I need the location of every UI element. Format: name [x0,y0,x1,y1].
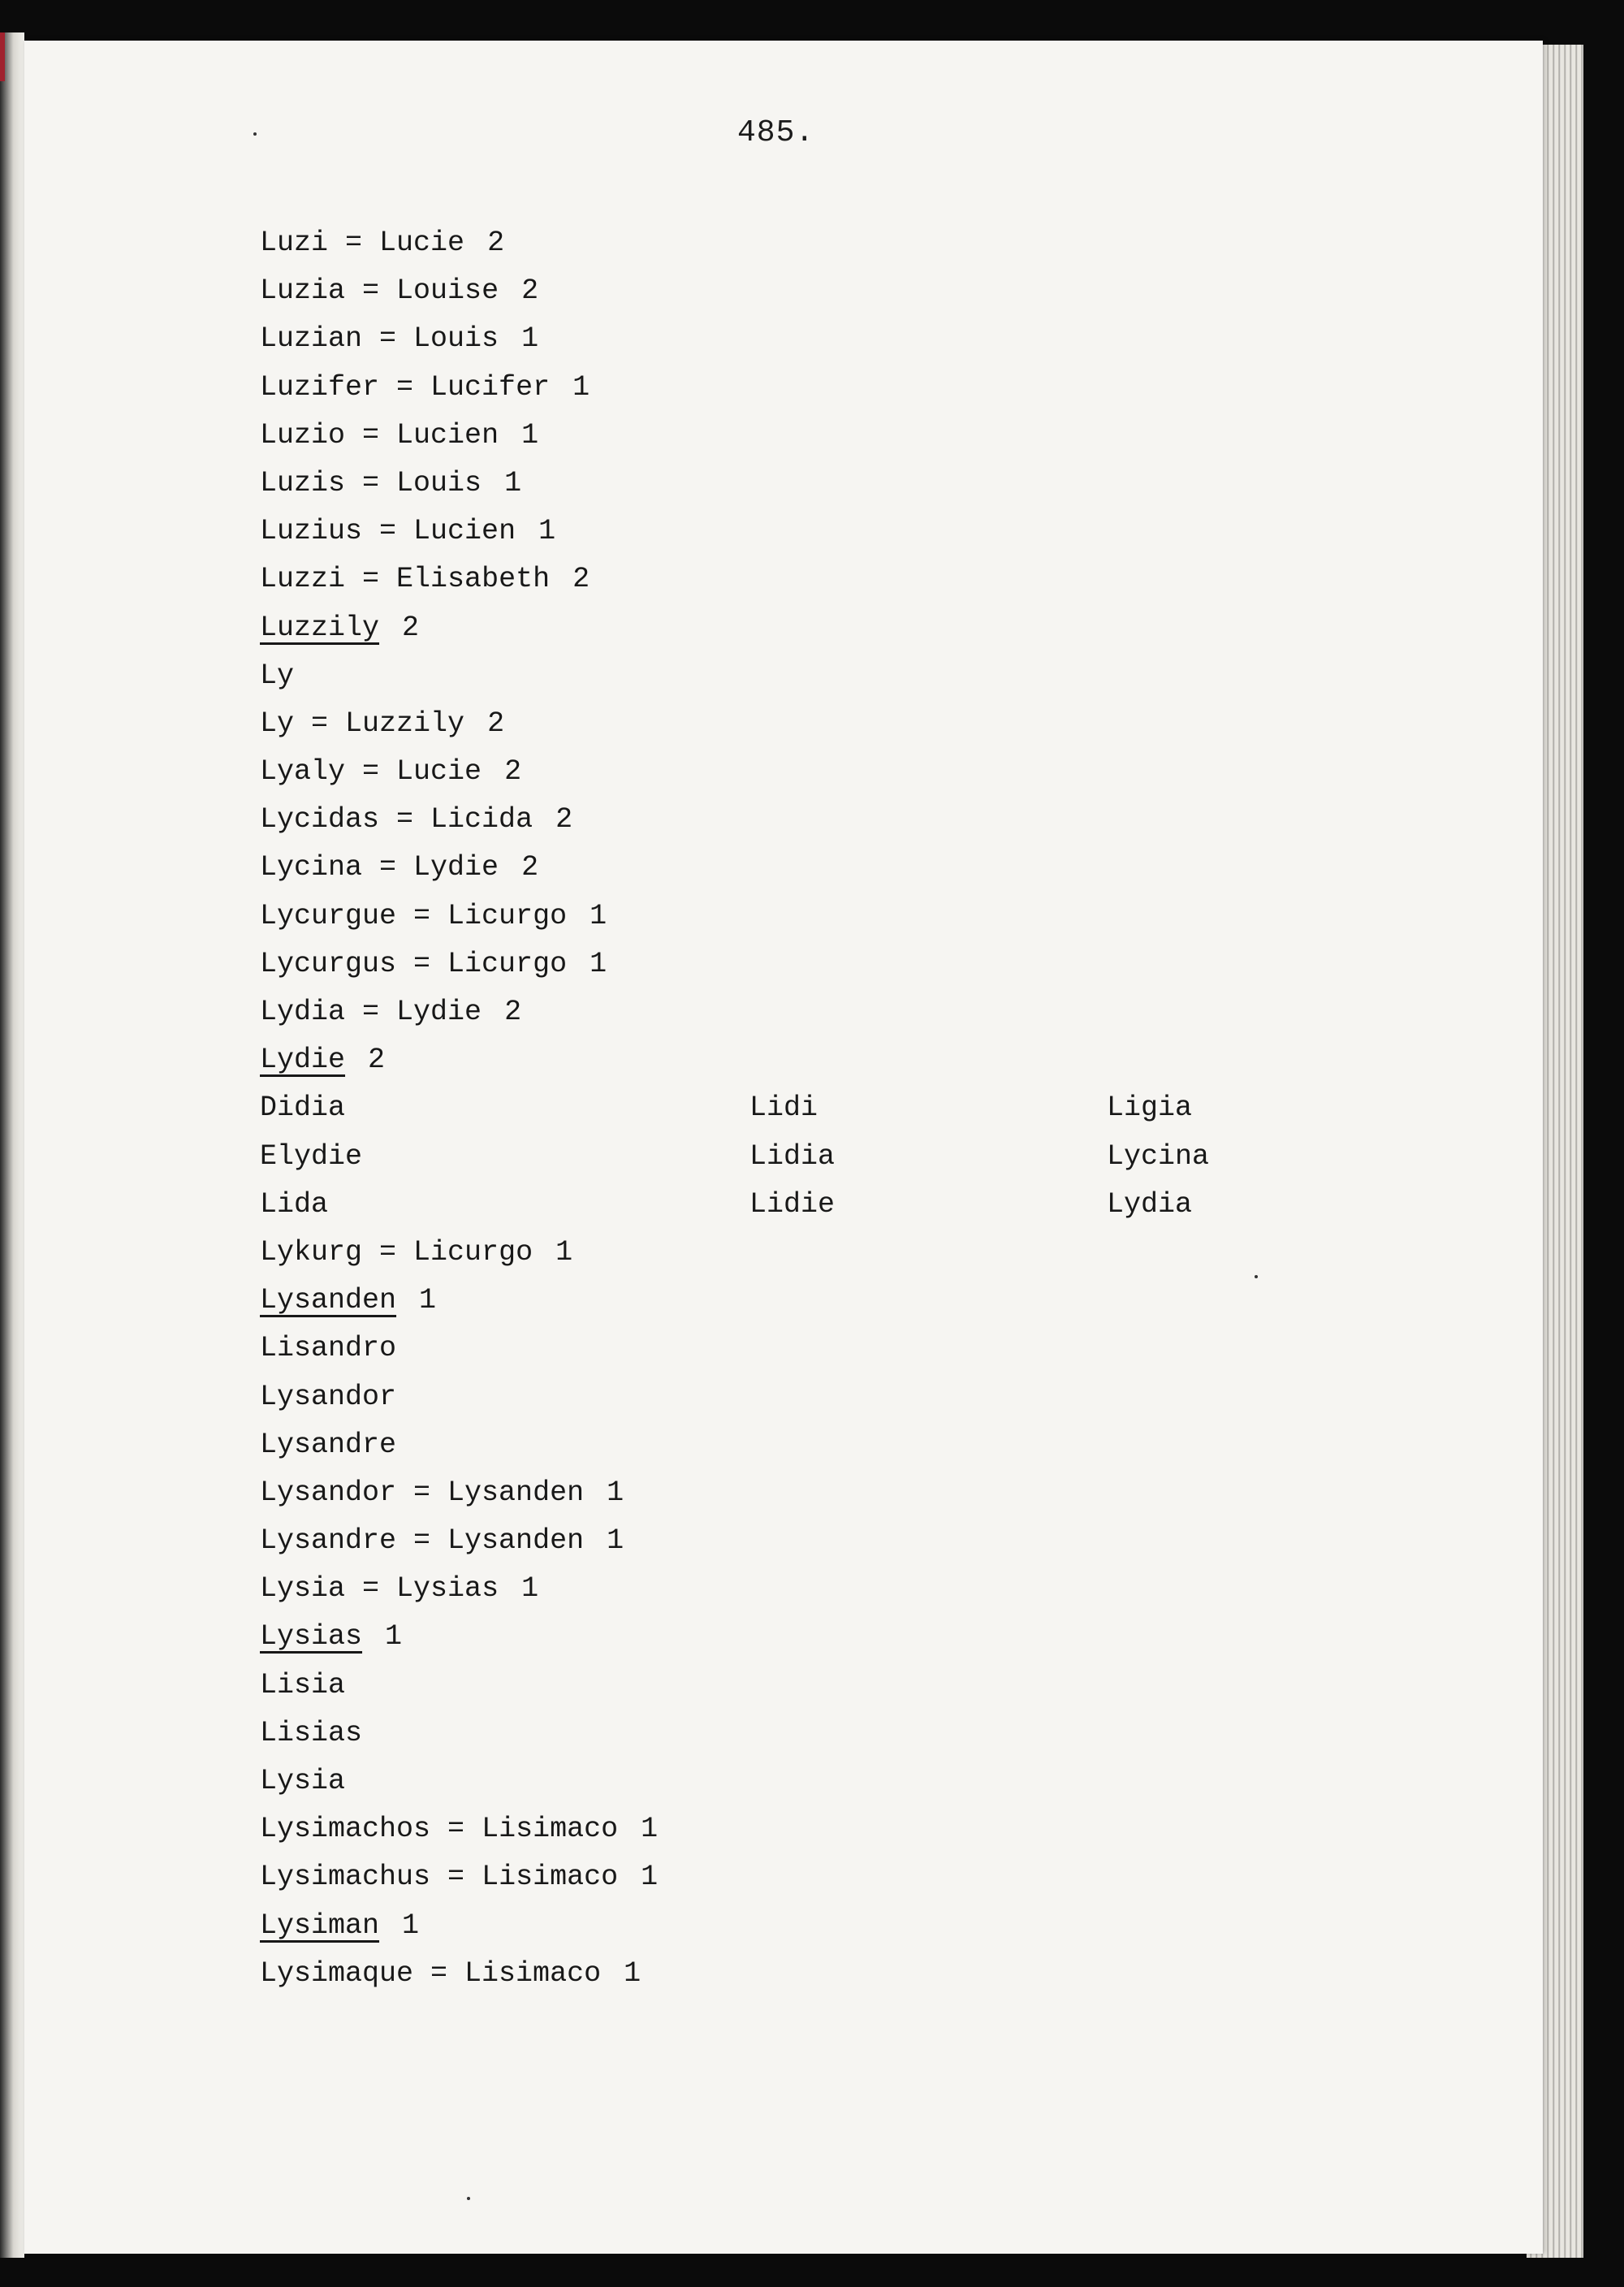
entry-name: Lycina [260,851,363,884]
headword-entry [260,1902,1437,1950]
entry-name: Lysandor [260,1476,397,1509]
cross-reference-entry: Lycurgus = Licurgo 1 [260,947,607,980]
entry-count: 1 [590,899,607,932]
variant-row [260,1662,1437,1710]
entry-count: 1 [624,1956,641,1990]
entry-name: Lycurgue [260,899,397,932]
headword-entry [260,604,1437,652]
headword-entry [260,1613,1437,1661]
variant-row [260,1757,1437,1805]
name-index-list [260,219,1437,1998]
cross-reference-entry: Lykurg = Licurgo 1 [260,1235,573,1269]
entry-name: Luzius [260,515,363,548]
entry-count: 1 [590,947,607,980]
entry-count: 2 [402,611,420,644]
entry-name: Lysia [260,1572,346,1606]
variant-name: Didia [260,1092,346,1125]
entry-target: Lysanden [447,1524,585,1558]
entry-target: Licida [430,803,533,837]
cross-reference-entry: Lysimachos = Lisimaco 1 [260,1813,659,1846]
variant-name: Lidia [749,1139,836,1173]
entry-target: Lisimaco [464,1956,602,1990]
entry-name: Luzis [260,466,346,499]
variant-row [260,1325,1437,1373]
entry-name: Lycurgus [260,947,397,980]
entry-name: Ly [260,707,295,740]
variant-row [260,1133,1437,1181]
entry-count: 2 [521,851,539,884]
entry-name: Lysimachos [260,1813,431,1846]
variant-name: Lisandro [260,1332,397,1365]
entry-count: 1 [521,1572,539,1606]
entry-count: 1 [538,515,556,548]
page-number: 485. [737,115,815,150]
entry-target: Lydie [413,851,499,884]
entry-target: Louis [413,322,499,356]
entry-count: 1 [521,322,539,356]
entry-count: 1 [555,1235,573,1269]
entry-name: Lycidas [260,803,380,837]
entry-count: 1 [521,418,539,452]
entry-target: Licurgo [413,1235,533,1269]
variant-row [260,1181,1437,1229]
cross-reference-entry: Ly = Luzzily 2 [260,707,505,740]
variant-name: Lysandre [260,1428,397,1461]
entry-count: 2 [504,996,522,1028]
book-spine-shadow [0,32,24,2258]
cross-reference-entry: Lysandor = Lysanden 1 [260,1476,624,1509]
entry-target: Lucie [379,227,465,259]
headword-entry [260,1036,1437,1084]
entry-target: Lucie [396,755,482,789]
entry-name: Lysimaque [260,1956,414,1990]
variant-row [260,1373,1437,1421]
cross-reference-entry: Lycidas = Licida 2 [260,803,573,837]
entry-target: Lucien [396,418,499,452]
entry-target: Lysanden [447,1476,585,1509]
variant-row [260,1084,1437,1132]
entry-name: Lykurg [260,1235,363,1269]
entry-name: Luzi [260,227,329,259]
entry-count: 1 [641,1813,659,1846]
cross-reference-entry: Luzi = Lucie 2 [260,227,505,259]
entry-target: Lisimaco [482,1861,619,1894]
entry-count: 2 [504,755,522,789]
cross-reference-entry: Lysimaque = Lisimaco 1 [260,1956,641,1990]
variant-name: Lisia [260,1668,346,1701]
entry-target: Elisabeth [396,563,551,596]
variant-name: Ly [260,659,295,692]
entry-name: Luzia [260,275,346,308]
entry-name: Luzzi [260,563,346,596]
headword: Lysias [260,1620,363,1654]
cross-reference-entry: Lysandre = Lysanden 1 [260,1524,624,1558]
entry-target: Luzzily [345,707,465,740]
entry-name: Lysimachus [260,1861,431,1894]
entry-target: Licurgo [447,947,568,980]
variant-name: Lydia [1107,1187,1193,1221]
entry-target: Licurgo [447,899,568,932]
entry-target: Louis [396,466,482,499]
variant-name: Lidie [749,1187,836,1221]
cross-reference-entry: Lycurgue = Licurgo 1 [260,899,607,932]
entry-count: 1 [402,1909,420,1942]
variant-name: Lysia [260,1765,346,1797]
variant-row [260,1421,1437,1469]
entry-name: Luzifer [260,370,380,404]
headword: Lydie [260,1044,346,1077]
entry-count: 1 [607,1476,624,1509]
headword: Luzzily [260,611,380,644]
cross-reference-entry: Luzius = Lucien 1 [260,515,556,548]
entry-name: Luzio [260,418,346,452]
headword: Lysiman [260,1909,380,1942]
entry-target: Louise [396,275,499,308]
variant-name: Lidi [749,1092,818,1125]
variant-row [260,1710,1437,1757]
entry-count: 2 [368,1044,386,1077]
cross-reference-entry: Luzis = Louis 1 [260,466,522,499]
variant-row [260,652,1437,700]
variant-name: Ligia [1107,1092,1193,1125]
cross-reference-entry: Luzian = Louis 1 [260,322,539,356]
variant-name: Lisias [260,1716,363,1749]
entry-count: 1 [641,1861,659,1894]
entry-count: 2 [487,227,505,259]
entry-name: Lysandre [260,1524,397,1558]
entry-target: Lydie [396,996,482,1028]
cross-reference-entry: Luzia = Louise 2 [260,275,539,308]
headword: Lysanden [260,1284,397,1317]
entry-count: 1 [504,466,522,499]
variant-name: Elydie [260,1139,363,1173]
cross-reference-entry: Luzzi = Elisabeth 2 [260,563,590,596]
entry-count: 1 [572,370,590,404]
entry-target: Lysias [396,1572,499,1606]
cross-reference-entry: Luzifer = Lucifer 1 [260,370,590,404]
cross-reference-entry: Luzio = Lucien 1 [260,418,539,452]
entry-count: 2 [555,803,573,837]
entry-count: 2 [572,563,590,596]
ink-speck [467,2197,470,2200]
entry-count: 1 [607,1524,624,1558]
cross-reference-entry: Lysia = Lysias 1 [260,1572,539,1606]
cross-reference-entry: Lyaly = Lucie 2 [260,755,522,789]
headword-entry [260,1277,1437,1325]
variant-name: Lycina [1107,1139,1210,1173]
ink-speck [253,132,257,136]
entry-count: 2 [521,275,539,308]
entry-name: Lydia [260,996,346,1028]
entry-name: Lyaly [260,755,346,789]
cross-reference-entry: Lycina = Lydie 2 [260,851,539,884]
entry-count: 1 [419,1284,437,1317]
entry-count: 2 [487,707,505,740]
variant-name: Lysandor [260,1380,397,1413]
entry-name: Luzian [260,322,363,356]
book-binding-edge [0,32,5,81]
entry-count: 1 [385,1620,403,1654]
entry-target: Lucifer [430,370,551,404]
cross-reference-entry: Lydia = Lydie 2 [260,996,522,1028]
cross-reference-entry: Lysimachus = Lisimaco 1 [260,1861,659,1894]
variant-name: Lida [260,1187,329,1221]
entry-target: Lucien [413,515,516,548]
entry-target: Lisimaco [482,1813,619,1846]
